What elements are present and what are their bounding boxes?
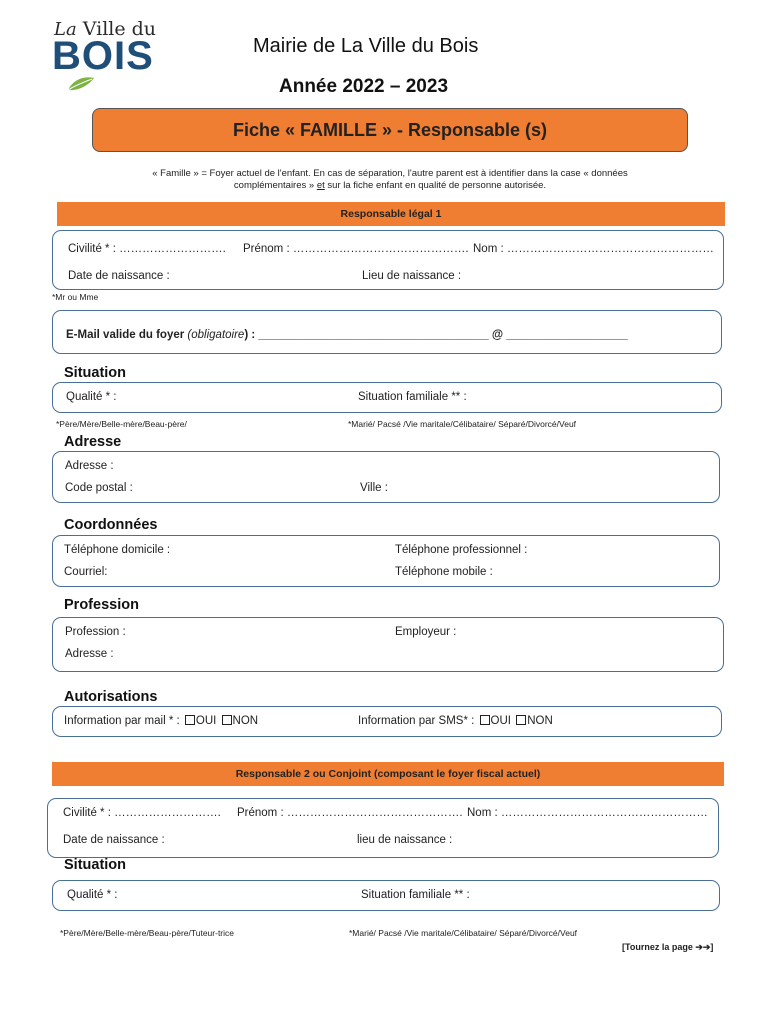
info-mail-row: Information par mail * : OUI NON — [64, 715, 259, 727]
civilite2-field[interactable]: Civilité * : ………………………. — [63, 807, 221, 819]
family-note — [110, 168, 670, 192]
employeur-field[interactable]: Employeur : — [395, 626, 457, 638]
tel-pro-field[interactable]: Téléphone professionnel : — [395, 544, 528, 556]
nom2-field[interactable]: Nom : ……………………………………………… — [467, 807, 708, 819]
courriel-field[interactable]: Courriel: — [64, 566, 108, 578]
profession-frame — [52, 617, 724, 672]
mairie-title: Mairie de La Ville du Bois — [253, 35, 479, 57]
adresse-frame — [52, 451, 720, 503]
profession-field[interactable]: Profession : — [65, 626, 126, 638]
prenom-field[interactable]: Prénom : ………………………………………. — [243, 243, 469, 255]
logo-ville-du: Ville du — [82, 18, 157, 40]
code-postal-field[interactable]: Code postal : — [65, 482, 133, 494]
profession-heading: Profession — [64, 597, 139, 613]
form-title-box — [92, 108, 688, 152]
email-field[interactable]: E-Mail valide du foyer (obligatoire) : ____________________________________ @ ___________________ — [66, 329, 628, 341]
sms-non-checkbox[interactable] — [516, 715, 526, 725]
adresse-heading: Adresse — [64, 434, 122, 450]
tel-mobile-field[interactable]: Téléphone mobile : — [395, 566, 493, 578]
situation-familiale-field[interactable]: Situation familiale ** : — [358, 391, 467, 403]
mail-oui-checkbox[interactable] — [185, 715, 195, 725]
nom-field[interactable]: Nom : ……………………………………………… — [473, 243, 714, 255]
situation-note: *Marié/ Pacsé /Vie maritale/Célibataire/ Séparé/Divorcé/Veuf — [348, 419, 577, 429]
logo-prefix: La — [54, 19, 77, 40]
ville-field[interactable]: Ville : — [360, 482, 388, 494]
note-line-2: complémentaires » et sur la fiche enfant en qualité de personne autorisée. — [233, 180, 547, 191]
note-line-1: « Famille » = Foyer actuel de l'enfant. En cas de séparation, l'autre parent est à identifier dans la case « données — [152, 168, 628, 179]
qualite-note: *Père/Mère/Belle-mère/Beau-père/ — [56, 419, 187, 429]
autorisations-heading: Autorisations — [64, 689, 158, 705]
leaf-icon — [66, 76, 96, 92]
section-band-resp2 — [52, 762, 724, 786]
logo-brand: BOIS — [52, 34, 154, 78]
coordonnees-heading: Coordonnées — [64, 517, 158, 533]
qualite-field[interactable]: Qualité * : — [66, 391, 117, 403]
prenom2-field[interactable]: Prénom : ………………………………………. — [237, 807, 463, 819]
lieu-naissance2-field[interactable]: lieu de naissance : — [357, 834, 453, 846]
situation-familiale2-field[interactable]: Situation familiale ** : — [361, 889, 470, 901]
civilite-field[interactable]: Civilité * : ………………………. — [68, 243, 226, 255]
civilite-note: *Mr ou Mme — [52, 292, 99, 302]
coordonnees-frame — [52, 535, 720, 587]
tel-domicile-field[interactable]: Téléphone domicile : — [64, 544, 171, 556]
date-naissance2-field[interactable]: Date de naissance : — [63, 834, 165, 846]
info-sms-row: Information par SMS* : OUI NON — [358, 715, 553, 727]
mail-non-checkbox[interactable] — [222, 715, 232, 725]
section-band-resp1 — [57, 202, 725, 226]
date-naissance-field[interactable]: Date de naissance : — [68, 270, 170, 282]
situation2-note: *Marié/ Pacsé /Vie maritale/Célibataire/ Séparé/Divorcé/Veuf — [349, 928, 578, 938]
sms-oui-checkbox[interactable] — [480, 715, 490, 725]
lieu-naissance-field[interactable]: Lieu de naissance : — [362, 270, 462, 282]
profession-adresse-field[interactable]: Adresse : — [65, 648, 114, 660]
situation2-heading: Situation — [64, 857, 127, 873]
band-label: Responsable légal 1 — [340, 208, 442, 220]
qualite2-field[interactable]: Qualité * : — [67, 889, 118, 901]
situation-heading: Situation — [64, 365, 127, 381]
adresse-field[interactable]: Adresse : — [65, 460, 114, 472]
school-year: Année 2022 – 2023 — [279, 76, 449, 97]
qualite2-note: *Père/Mère/Belle-mère/Beau-père/Tuteur-trice — [60, 928, 235, 938]
form-title: Fiche « FAMILLE » - Responsable (s) — [232, 119, 548, 140]
band-label: Responsable 2 ou Conjoint (composant le foyer fiscal actuel) — [235, 768, 541, 780]
turn-page-note: [Tournez la page ➔➔] — [622, 942, 714, 952]
